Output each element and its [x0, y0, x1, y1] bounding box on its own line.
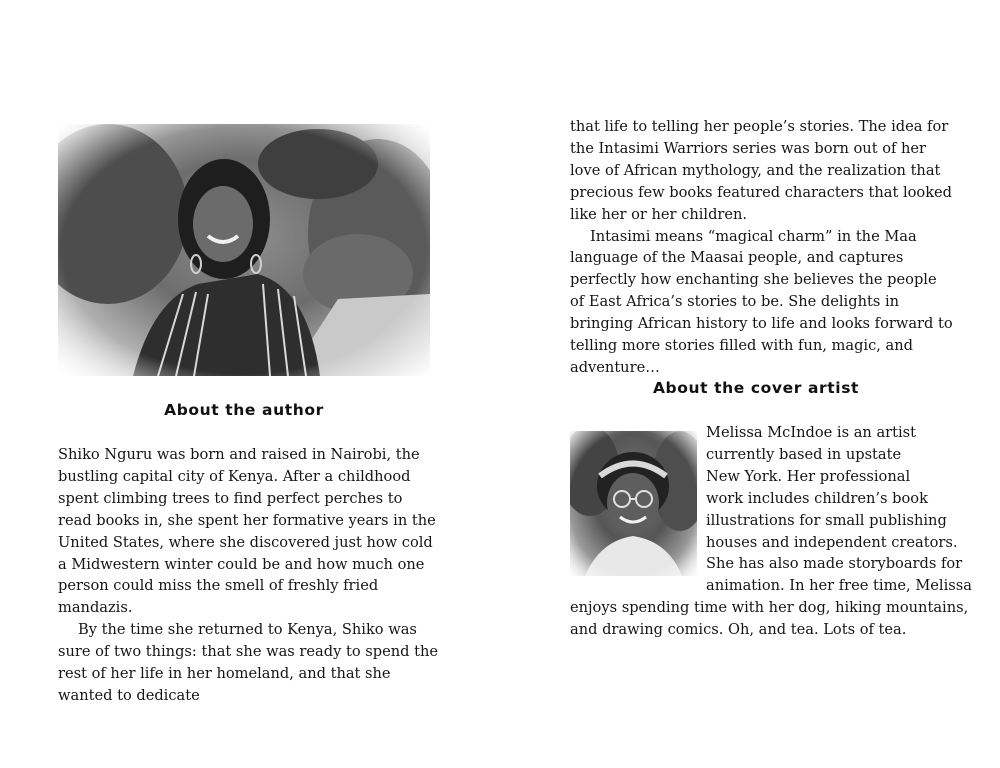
cover-artist-bio-full-width: [570, 597, 968, 641]
artist-bio-line: currently based in upstate: [706, 445, 902, 463]
right-page: [500, 0, 1000, 768]
artist-bio-line: illustrations for small publishing: [706, 511, 947, 529]
cover-artist-photo: [570, 431, 697, 576]
author-bio-left: [58, 444, 438, 707]
artist-bio-line: New York. Her professional: [706, 467, 911, 485]
author-bio-paragraph-1: Shiko Nguru was born and raised in Nairobi, the bustling capital city of Kenya. After a childhood spent climbing trees to find perfect perches to read books in, she spent her formative years in the United States, where she discovered just how cold a Midwestern winter could be and how much one person could miss the smell of freshly fried mandazis.: [58, 446, 436, 617]
artist-bio-line: work includes children’s book: [706, 489, 928, 507]
author-bio-paragraph-2: By the time she returned to Kenya, Shiko was sure of two things: that she was ready to spend the rest of her life in her homeland, and that she wanted to dedicate: [58, 621, 438, 704]
cover-artist-bio-beside-photo: [706, 422, 972, 597]
cover-artist-heading: About the cover artist: [652, 379, 860, 397]
author-portrait-illustration: [58, 124, 430, 376]
artist-bio-line: and drawing comics. Oh, and tea. Lots of tea.: [570, 620, 907, 638]
author-bio-paragraph-2-continued: that life to telling her people’s stories. The idea for the Intasimi Warriors series was born out of her love of African mythology, and the realization that precious few books featured characters that looked like her or her children.: [570, 118, 953, 223]
author-bio-paragraph-3: Intasimi means “magical charm” in the Maa language of the Maasai people, and captures perfectly how enchanting she believes the people of East Africa’s stories to be. She delights in bringing African history to life and looks forward to telling more stories filled with fun, magic, and adventure…: [570, 227, 953, 376]
author-photo: [58, 124, 430, 376]
artist-bio-line: houses and independent creators.: [706, 533, 958, 551]
artist-bio-line: She has also made storyboards for: [706, 555, 963, 573]
artist-portrait-illustration: [570, 431, 697, 576]
artist-bio-line: Melissa McIndoe is an artist: [706, 424, 917, 441]
author-bio-right: [570, 116, 955, 379]
artist-bio-line: animation. In her free time, Melissa: [706, 577, 972, 595]
artist-bio-line: enjoys spending time with her dog, hiking mountains,: [570, 599, 969, 616]
author-heading: About the author: [164, 401, 324, 419]
